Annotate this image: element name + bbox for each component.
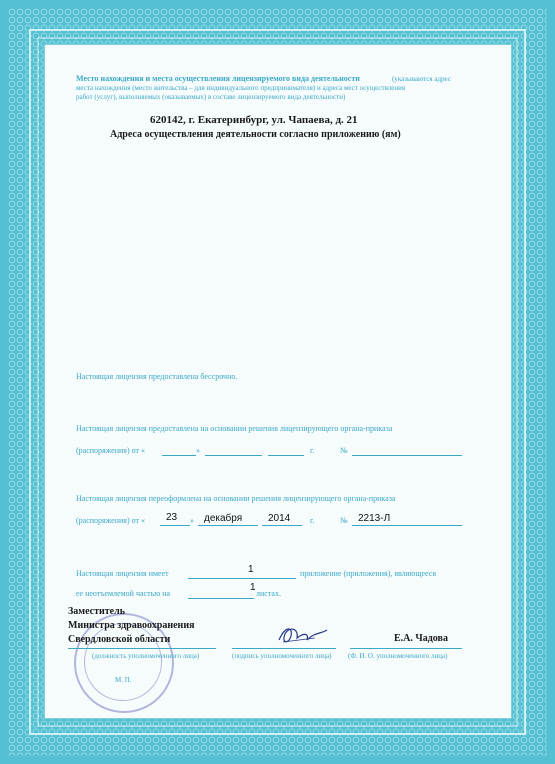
stamp-label: М. П. (115, 676, 132, 684)
address-note: Адреса осуществления деятельности согласно приложению (ям) (110, 129, 401, 140)
appendix-count-2: 1 (250, 582, 256, 593)
granted-day-field (162, 455, 196, 456)
reissued-day-field (160, 525, 190, 526)
location-heading: Место нахождения и места осуществления лицензируемого вида деятельности (76, 74, 360, 83)
granted-number-prefix: № (340, 446, 348, 455)
caption-signature: (подпись уполномоченного лица) (232, 652, 332, 660)
handwritten-signature (275, 622, 331, 648)
granted-year-suffix: г. (310, 446, 315, 455)
location-hint-1: (указываются адрес (392, 75, 451, 83)
reissued-year: 2014 (268, 513, 291, 524)
reissued-quote-close: » (190, 516, 194, 525)
reissued-month-field (198, 525, 258, 526)
signature-field (232, 648, 336, 649)
granted-line-1: Настоящая лицензия предоставлена на основании решения лицензирующего органа-приказа (76, 424, 393, 433)
location-hint-3: работ (услуг), выполняемых (оказываемых) в составе лицензируемого вида деятельности) (76, 93, 346, 101)
reissued-month: декабря (204, 513, 243, 524)
appendix-line-1-suffix: приложение (приложения), являющееся (300, 569, 437, 578)
reissued-year-suffix: г. (310, 516, 315, 525)
reissued-day: 23 (166, 512, 178, 523)
granted-month-field (205, 455, 262, 456)
address-line: 620142, г. Екатеринбург, ул. Чапаева, д. 21 (150, 114, 358, 126)
location-hint-2: места нахождения (место жительства – для индивидуального предпринимателя) и адреса мест осуществления (76, 84, 406, 92)
name-field (350, 648, 462, 649)
granted-number-field (352, 455, 462, 456)
position-line-1: Заместитель (68, 606, 126, 617)
position-field (68, 648, 216, 649)
appendix-line-1-prefix: Настоящая лицензия имеет (76, 569, 169, 578)
appendix-line-2-suffix: листах. (256, 589, 281, 598)
reissued-year-field (262, 525, 302, 526)
authorized-name: Е.А. Чадова (394, 633, 448, 644)
granted-quote-close: » (196, 446, 200, 455)
caption-position: (должность уполномоченного лица) (92, 652, 200, 660)
reissued-number: 2213-Л (358, 513, 391, 524)
reissued-number-prefix: № (340, 516, 348, 525)
granted-line-2-prefix: (распоряжения) от « (76, 446, 145, 455)
reissued-line-2-prefix: (распоряжения) от « (76, 516, 145, 525)
appendix-count-1-field (188, 578, 296, 579)
caption-name: (Ф. И. О. уполномоченного лица) (348, 652, 448, 660)
position-line-2: Министра здравоохранения (68, 620, 195, 631)
reissued-line-1: Настоящая лицензия переоформлена на основании решения лицензирующего органа-приказа (76, 494, 396, 503)
appendix-count-1: 1 (248, 564, 254, 575)
appendix-count-2-field (188, 598, 254, 599)
granted-year-field (268, 455, 304, 456)
term-text: Настоящая лицензия предоставлена бессрочно. (76, 372, 238, 381)
position-line-3: Свердловской области (68, 634, 171, 645)
reissued-number-field (352, 525, 462, 526)
appendix-line-2-prefix: ее неотъемлемой частью на (76, 589, 171, 598)
